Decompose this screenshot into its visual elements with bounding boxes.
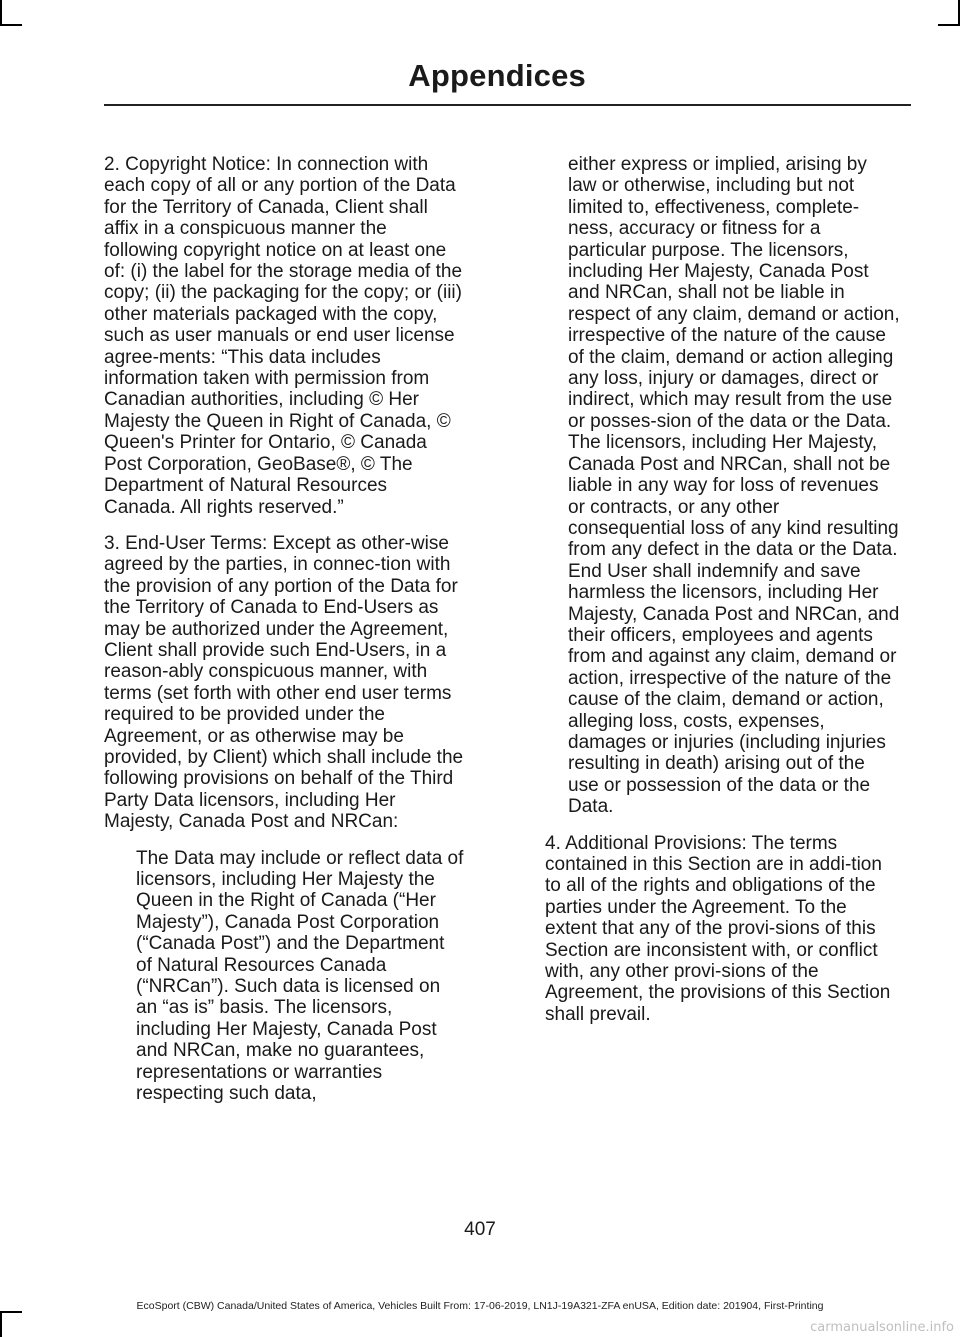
end-user-terms-paragraph: 3. End-User Terms: Except as other-wise agreed by the parties, in connec-tion with the provision of any portion of the Data for the Territory of Canada to End-Users as may be authorized under the Agreement, Client shall provide such End-Users, in a reason-ably conspicuous manner, with terms (set forth with other end user terms required to be provided under the Agreement, or as otherwise may be provided, by Client) which shall include the following provisions on behalf of the Third Party Data licensors, including Her Majesty, Canada Post and NRCan:	[104, 532, 464, 833]
crop-mark-top-left-h	[0, 24, 22, 26]
copyright-notice-paragraph: 2. Copyright Notice: In connection with each copy of all or any portion of the Data for the Territory of Canada, Client shall affix in a conspicuous manner the following copyright notice on at least one of: (i) the label for the storage media of the copy; (ii) the packaging for the copy; or (iii) other materials packaged with the copy, such as user manuals or end user license agree-ments: “This data includes information taken with permission from Canadian authorities, including © Her Majesty the Queen in Right of Canada, © Queen's Printer for Ontario, © Canada Post Corporation, GeoBase®, © The Department of Natural Resources Canada. All rights reserved.”	[104, 154, 463, 518]
header-divider	[104, 104, 911, 106]
licensors-data-paragraph: The Data may include or reflect data of licensors, including Her Majesty the Queen in the Right of Canada (“Her Majesty”), Canada Post Corporation (“Canada Post”) and the Department of Natural Resources Canada (“NRCan”). Such data is licensed on an “as is” basis. The licensors, including Her Majesty, Canada Post and NRCan, make no guarantees, representations or warranties respecting such data,	[136, 847, 464, 1105]
crop-mark-top-right-h	[938, 24, 960, 26]
warranty-continuation-paragraph: either express or implied, arising by law or otherwise, including but not limited to, effectiveness, complete-ness, accuracy or fitness for a particular purpose. The licensors, including Her Majesty, Canada Post and NRCan, shall not be liable in respect of any claim, demand or action, irrespective of the nature of the cause of the claim, demand or action alleging any loss, injury or damages, direct or indirect, which may result from the use or posses-sion of the data or the Data. The licensors, including Her Majesty, Canada Post and NRCan, shall not be liable in any way for loss of revenues or contracts, or any other consequential loss of any kind resulting from any defect in the data or the Data.	[568, 154, 900, 561]
page-title: Appendices	[408, 58, 586, 93]
page-number: 407	[464, 1219, 496, 1240]
right-column	[545, 154, 900, 1040]
watermark: carmanualsonline.info	[810, 1320, 954, 1335]
crop-mark-bottom-left	[0, 1311, 2, 1337]
indemnify-paragraph: End User shall indemnify and save harmless the licensors, including Her Majesty, Canada Post and NRCan, and their officers, employees and agents from and against any claim, demand or action, irrespective of the nature of the cause of the claim, demand or action, alleging loss, costs, expenses, damages or injuries (including injuries resulting in death) arising out of the use or possession of the data or the Data.	[568, 560, 900, 818]
additional-provisions-paragraph: 4. Additional Provisions: The terms contained in this Section are in addi-tion to all of the rights and obligations of the parties under the Agreement. To the extent that any of the provi-sions of this Section are inconsistent with, or conflict with, any other provi-sions of the Agreement, the provisions of this Section shall prevail.	[545, 832, 891, 1025]
footer-text: EcoSport (CBW) Canada/United States of America, Vehicles Built From: 17-06-2019, LN1J-19A321-ZFA enUSA, Edition date: 201904, First-Printing	[136, 1300, 824, 1312]
left-column	[104, 154, 464, 1119]
crop-mark-top-left	[0, 0, 2, 26]
